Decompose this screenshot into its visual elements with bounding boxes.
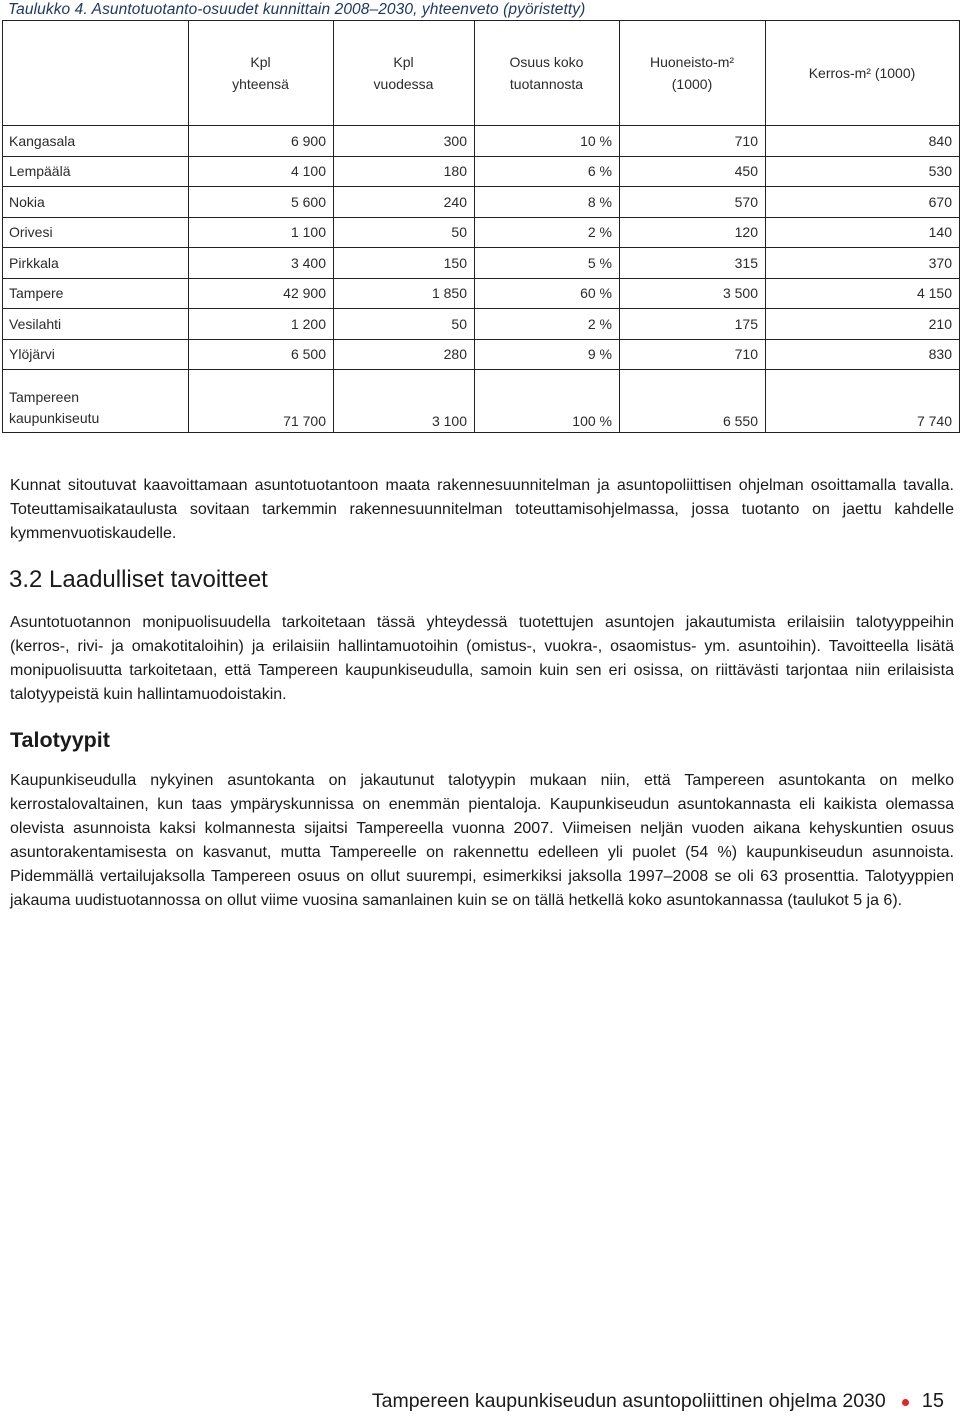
value-cell: 570 [620,187,766,218]
value-cell: 60 % [475,278,620,309]
value-cell: 6 500 [189,339,334,370]
column-header [3,21,189,126]
value-cell: 1 100 [189,217,334,248]
value-cell: 840 [766,126,960,157]
table-row [3,156,960,187]
municipality-cell: Pirkkala [3,248,189,279]
value-cell: 240 [334,187,475,218]
table-row [3,278,960,309]
value-cell: 2 % [475,309,620,340]
municipality-cell: Orivesi [3,217,189,248]
section-title: 3.2 Laadulliset tavoitteet [9,566,268,593]
value-cell: 300 [334,126,475,157]
housing-table [2,20,960,433]
value-cell: 530 [766,156,960,187]
value-cell: 370 [766,248,960,279]
total-value-cell: 71 700 [189,370,334,433]
value-cell: 1 200 [189,309,334,340]
value-cell: 670 [766,187,960,218]
value-cell: 150 [334,248,475,279]
total-value-cell: 3 100 [334,370,475,433]
value-cell: 710 [620,339,766,370]
value-cell: 280 [334,339,475,370]
value-cell: 50 [334,217,475,248]
value-cell: 6 900 [189,126,334,157]
table-caption: Taulukko 4. Asuntotuotanto-osuudet kunnittain 2008–2030, yhteenveto (pyöristetty) [8,1,586,18]
value-cell: 9 % [475,339,620,370]
column-header: Kerros-m² (1000) [766,21,960,126]
municipality-cell: Nokia [3,187,189,218]
column-header: Osuus koko tuotannosta [475,21,620,126]
value-cell: 450 [620,156,766,187]
municipality-cell: Vesilahti [3,309,189,340]
footer-title: Tampereen kaupunkiseudun asuntopoliittinen ohjelma 2030 [371,1389,886,1412]
page-footer [372,1386,944,1416]
footer-bullet-icon [902,1399,909,1406]
paragraph-house-types: Kaupunkiseudulla nykyinen asuntokanta on jakautunut talotyypin mukaan niin, että Tampereen asuntokanta on melko kerrostalovaltainen, kun taas ympäryskunnissa on enemmän pientaloja. Kaupunkiseudun asuntokannasta eli kaikista olemassa olevista asunnoista kaksi kolmannesta sijaitsi Tampereella vuonna 2007. Viimeisen neljän vuoden aikana kehyskuntien osuus asuntorakentamisesta on kasvanut, mutta Tampereelle on rakennettu edelleen yli puolet (54 %) kaupunkiseudun asunnoista. Pidemmällä vertailujaksolla Tampereen osuus on ollut suurempi, esimerkiksi jaksolla 1997–2008 se oli 63 prosenttia. Talotyyppien jakauma uudistuotannossa on ollut viime vuosina samanlainen kuin se on tällä hetkellä koko asuntokannassa (taulukot 5 ja 6). [10,772,954,909]
table-total-row [3,370,960,433]
table-row [3,187,960,218]
total-value-cell: 100 % [475,370,620,433]
value-cell: 315 [620,248,766,279]
value-cell: 10 % [475,126,620,157]
table-body [3,126,960,433]
value-cell: 2 % [475,217,620,248]
total-label-cell: Tampereen kaupunkiseutu [3,370,189,433]
value-cell: 180 [334,156,475,187]
value-cell: 42 900 [189,278,334,309]
value-cell: 6 % [475,156,620,187]
value-cell: 5 600 [189,187,334,218]
value-cell: 140 [766,217,960,248]
value-cell: 4 150 [766,278,960,309]
municipality-cell: Tampere [3,278,189,309]
paragraph-commitment: Kunnat sitoutuvat kaavoittamaan asuntotuotantoon maata rakennesuunnitelman ja asuntopoliittisen ohjelman osoittamalla tavalla. Toteuttamisaikataulusta sovitaan tarkemmin rakennesuunnitelman toteuttamisohjelmassa, jossa tuotanto on jaettu kahdelle kymmenvuotiskaudelle. [10,477,954,542]
column-header: Huoneisto-m² (1000) [620,21,766,126]
value-cell: 120 [620,217,766,248]
value-cell: 830 [766,339,960,370]
value-cell: 210 [766,309,960,340]
municipality-cell: Ylöjärvi [3,339,189,370]
municipality-cell: Lempäälä [3,156,189,187]
total-value-cell: 7 740 [766,370,960,433]
table-row [3,309,960,340]
page-number: 15 [921,1389,944,1412]
column-header: Kpl vuodessa [334,21,475,126]
paragraph-diversity: Asuntotuotannon monipuolisuudella tarkoitetaan tässä yhteydessä tuotettujen asuntojen jakautumista erilaisiin talotyyppeihin (kerros-, rivi- ja omakotitaloihin) ja erilaisiin hallintamuotoihin (omistus-, vuokra-, osaomistus- ym. asuntoihin). Tavoitteella lisätä monipuolisuutta tarkoitetaan, että Tampereen kaupunkiseudulla, samoin kuin sen eri osissa, on riittävästi tarjontaa niin erilaisista talotyypeistä kuin hallintamuodoistakin. [10,614,954,703]
subsection-title: Talotyypit [10,728,110,752]
table-header-row [3,21,960,126]
value-cell: 1 850 [334,278,475,309]
value-cell: 8 % [475,187,620,218]
table-row [3,248,960,279]
value-cell: 50 [334,309,475,340]
table-row [3,339,960,370]
table-row [3,126,960,157]
value-cell: 3 500 [620,278,766,309]
value-cell: 3 400 [189,248,334,279]
total-value-cell: 6 550 [620,370,766,433]
value-cell: 175 [620,309,766,340]
value-cell: 5 % [475,248,620,279]
value-cell: 710 [620,126,766,157]
table-row [3,217,960,248]
value-cell: 4 100 [189,156,334,187]
municipality-cell: Kangasala [3,126,189,157]
column-header: Kpl yhteensä [189,21,334,126]
